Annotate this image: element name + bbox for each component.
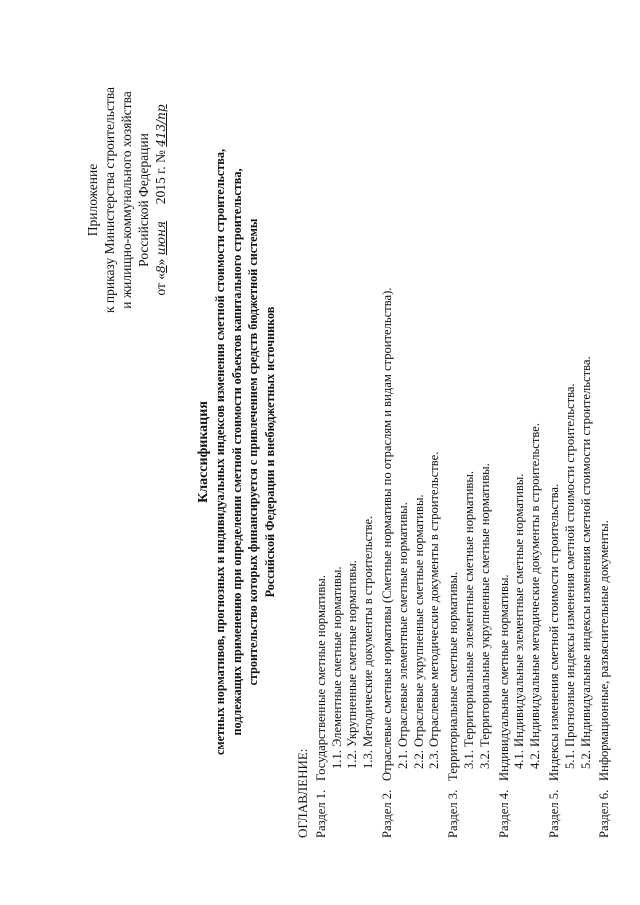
- section-title: Индексы изменения сметной стоимости строительства.: [546, 483, 561, 781]
- toc-section-5: [547, 58, 594, 838]
- section-label: Раздел 2.: [379, 789, 394, 838]
- section-item: 5.1. Прогнозные индексы изменения сметной стоимости строительства.: [562, 383, 577, 769]
- approval-line-2: к приказу Министерства строительства: [102, 86, 117, 314]
- approval-date-line: от «8» июня 2015 г. № 413/пр: [153, 104, 168, 296]
- section-item: 4.1. Индивидуальные элементные сметные нормативы.: [512, 473, 527, 769]
- toc-section-3: [446, 58, 493, 838]
- section-label: Раздел 5.: [546, 789, 561, 838]
- subtitle-line-3: строительство которых финансируется с привлечением средств бюджетной системы: [246, 218, 260, 686]
- approval-line-4: Российской Федерации: [136, 133, 151, 267]
- section-label: Раздел 6.: [597, 789, 612, 838]
- section-item: 2.2. Отраслевые укрупненные сметные нормативы.: [411, 494, 426, 769]
- date-month: июня: [154, 221, 168, 256]
- toc-heading: ОГЛАВЛЕНИЕ:: [295, 748, 310, 838]
- section-item: 2.1. Отраслевые элементные сметные нормативы.: [395, 502, 410, 769]
- approval-line-1: Приложение: [85, 163, 100, 237]
- section-item: 4.2. Индивидуальные методические документы в строительстве.: [528, 422, 543, 769]
- table-of-contents: [295, 58, 613, 838]
- section-title: Отраслевые сметные нормативы (Сметные нормативы по отраслям и видам строительства).: [379, 287, 394, 781]
- section-label: Раздел 3.: [446, 789, 461, 838]
- section-title: Территориальные сметные нормативы.: [446, 571, 461, 781]
- title-block: [195, 62, 278, 842]
- approval-block: [84, 50, 170, 350]
- section-title: Информационные, разъяснительные документы.: [597, 520, 612, 781]
- date-day: 8: [154, 265, 168, 273]
- section-item: 1.3. Методические документы в строительстве.: [361, 515, 376, 769]
- rotated-content: [40, 22, 612, 882]
- subtitle-line-1: сметных нормативов, прогнозных и индивидуальных индексов изменения сметной стоимости строительства,: [213, 148, 227, 756]
- section-item: 1.2. Укрупненные сметные нормативы.: [345, 560, 360, 769]
- section-label: Раздел 1.: [313, 789, 328, 838]
- section-title: Индивидуальные сметные нормативы.: [496, 574, 511, 781]
- toc-section-2: [380, 58, 443, 838]
- section-item: 5.2. Индивидуальные индексы изменения сметной стоимости строительства.: [578, 356, 593, 769]
- toc-section-4: [497, 58, 544, 838]
- toc-section-1: [314, 58, 377, 838]
- date-prefix: от «: [153, 272, 168, 296]
- section-item: 3.2. Территориальные укрупненные сметные нормативы.: [477, 463, 492, 769]
- section-item: 2.3. Отраслевые методические документы в строительстве.: [427, 451, 442, 769]
- date-year: 2015 г. №: [153, 150, 168, 205]
- order-number: 413/пр: [154, 104, 168, 147]
- section-item: 1.1. Элементные сметные нормативы.: [329, 566, 344, 769]
- approval-line-3: и жилищно-коммунального хозяйства: [119, 91, 134, 309]
- document-title: Классификация: [196, 401, 211, 503]
- section-label: Раздел 4.: [496, 789, 511, 838]
- section-title: Государственные сметные нормативы.: [313, 575, 328, 781]
- section-item: 3.1. Территориальные элементные сметные нормативы.: [461, 471, 476, 769]
- subtitle-line-2: подлежащих применению при определении сметной стоимости объектов капитального строительства,: [229, 168, 244, 736]
- subtitle-line-4: Российской Федерации и внебюджетных источников: [262, 306, 277, 598]
- toc-section-6: [597, 58, 613, 838]
